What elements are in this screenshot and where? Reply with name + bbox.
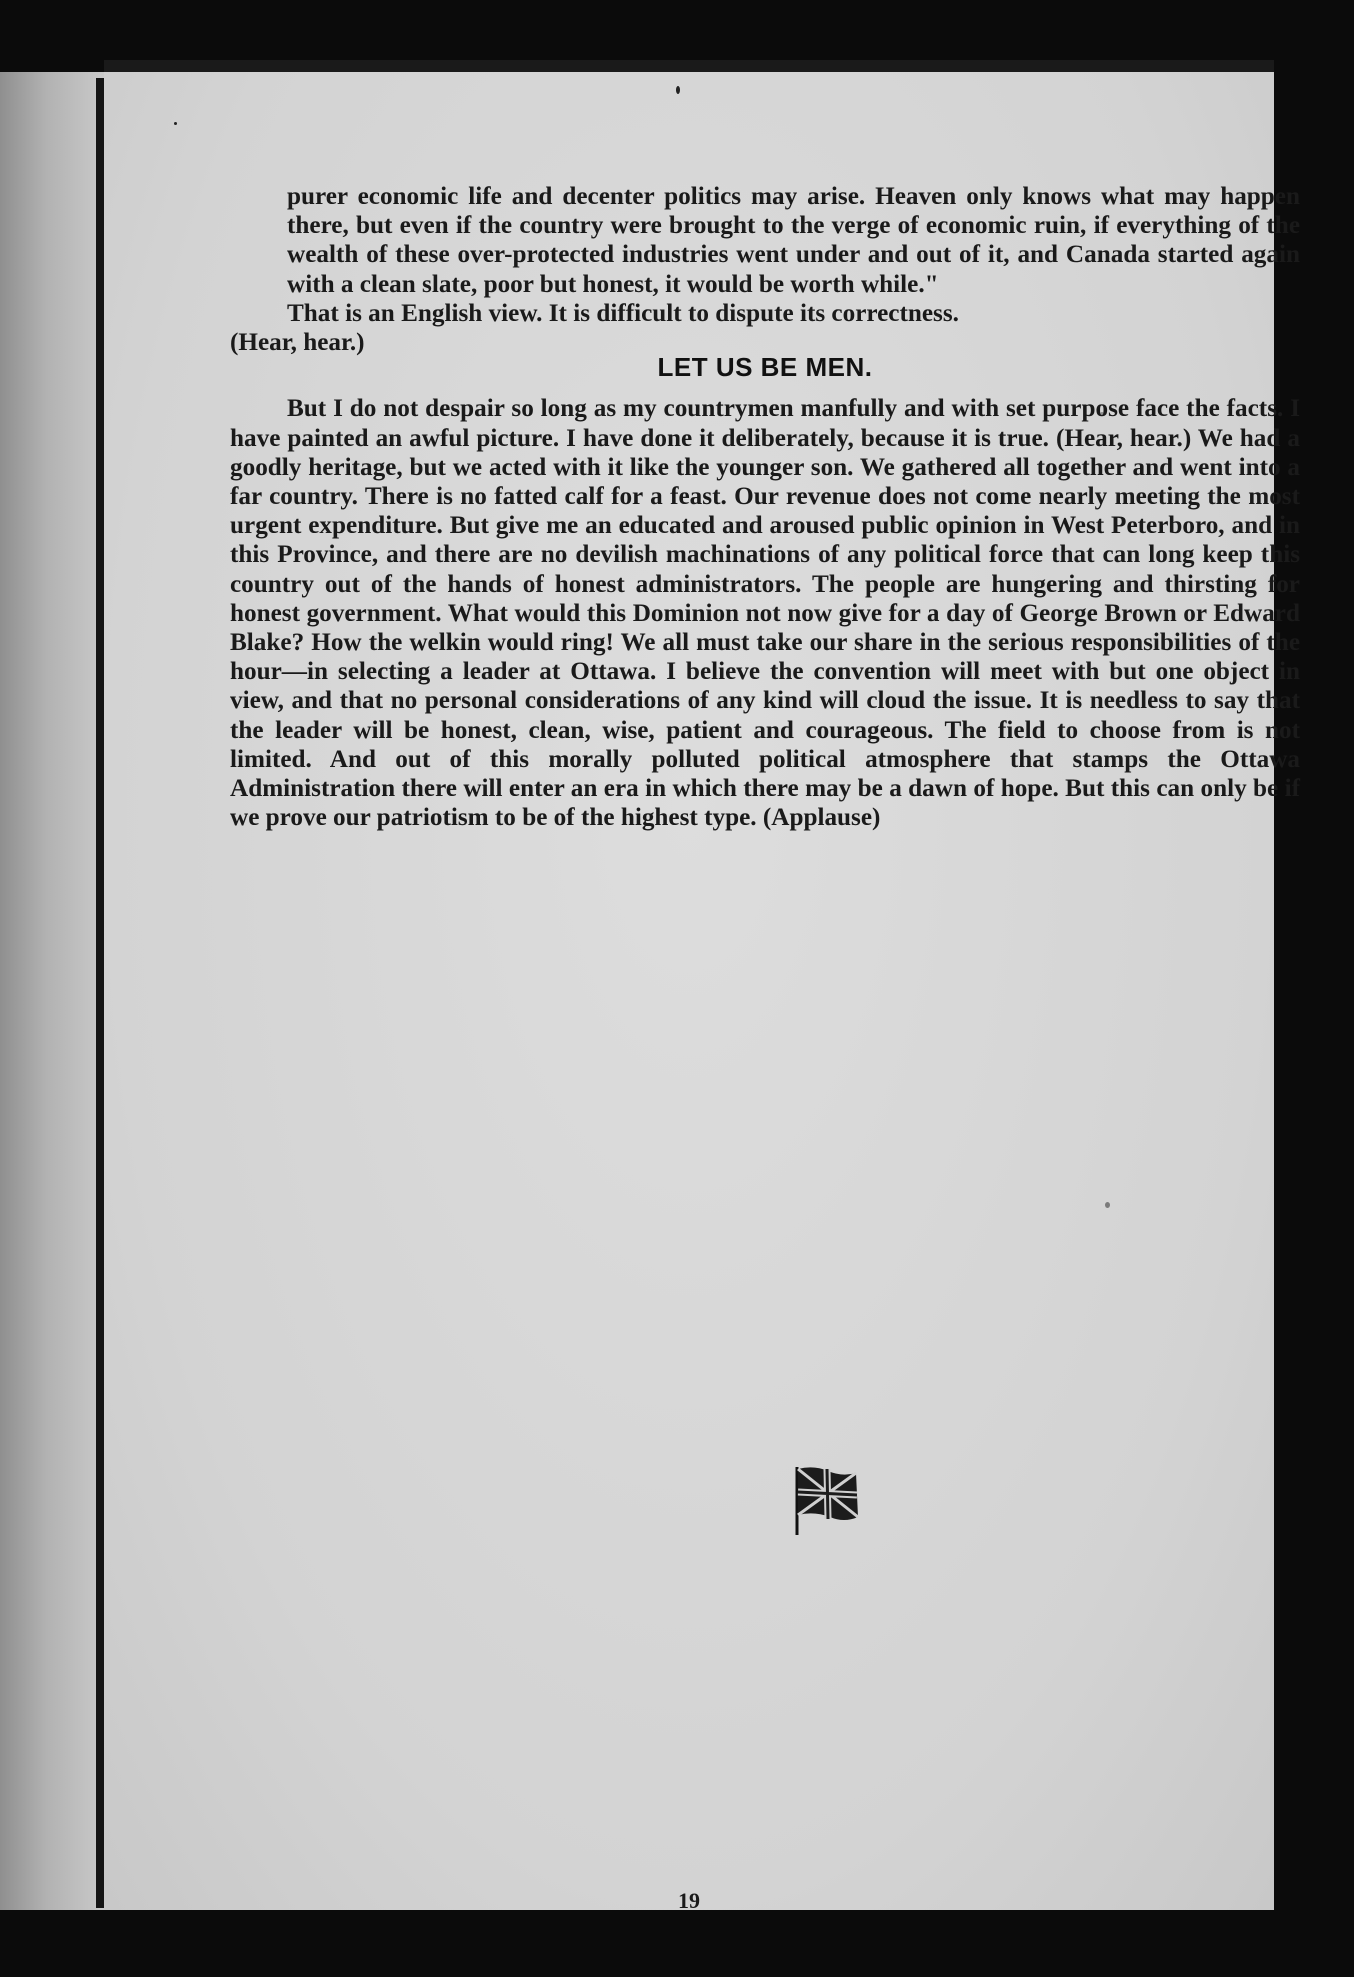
page-text-block [230,182,1300,832]
book-gutter [96,78,104,1908]
section-heading: LET US BE MEN. [657,352,873,383]
quote-paragraph: purer economic life and decenter politics may arise. Heaven only knows what may happen there, but even if the country were brought to the verge of economic ruin, if everything of the wealth of these over-protected industries went under and out of it, and Canada started again with a clean slate, poor but honest, it would be worth while." [287,183,1300,298]
scan-speck [676,86,680,94]
facing-page-edge [0,72,104,1910]
body-paragraph: But I do not despair so long as my countrymen manfully and with set purpose face the facts. I have painted an awful picture. I have done it deliberately, because it is true. (Hear, hear.) We had a goodly heritage, but we acted with it like the younger son. We gathered all together and went into a far country. There is no fatted calf for a feast. Our revenue does not come nearly meeting the most urgent expenditure. But give me an educated and aroused public opinion in West Peterboro, and in this Province, and there are no devilish machinations of any political force that can long keep this country out of the hands of honest administrators. The people are hungering and thirsting for honest government. What would this Dominion not now give for a day of George Brown or Edward Blake? How the welkin would ring! We all must take our share in the serious responsibilities of the hour—in selecting a leader at Ottawa. I believe the convention will meet with but one object in view, and that no personal considerations of any kind will cloud the issue. It is needless to say that the leader will be honest, clean, wise, patient and courageous. The field to choose from is not limited. And out of this morally polluted political atmosphere that stamps the Ottawa Administration there will enter an era in which there may be a dawn of hope. But this can only be if we prove our patriotism to be of the highest type. (Applause) [230,395,1300,832]
scan-speck [1105,1202,1110,1208]
document-page [104,72,1300,1913]
scan-speck [174,122,177,125]
union-jack-flag-icon [794,1465,860,1535]
scan-speck [1100,412,1104,416]
hear-hear-line: (Hear, hear.) [230,329,365,357]
after-quote-sentence: That is an English view. It is difficult to dispute its correctness. [287,299,959,327]
page-number: 19 [678,1888,700,1913]
